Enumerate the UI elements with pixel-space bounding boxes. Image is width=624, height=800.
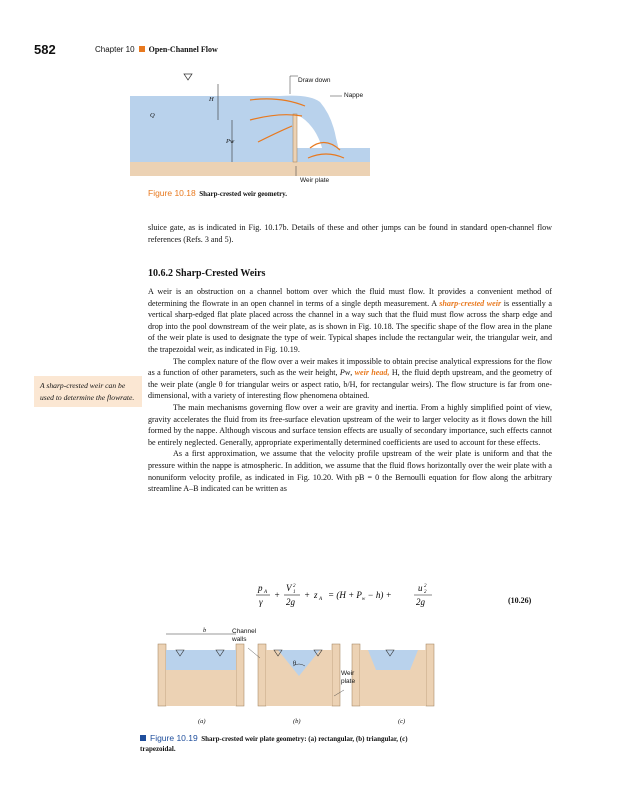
paragraph-4: As a first approximation, we assume that the velocity profile upstream of the weir plate is uniform and that the pressure within the nappe is atmospheric. In addition, we assume that the fluid flows horizontally over the weir plate with a nonuniform velocity profile, as indicated in Fig. 10.20. With pB = 0 the Bernoulli equation for flow along the arbitrary streamline A–B indicated can be written as <box>148 449 552 494</box>
figure-number: Figure 10.18 <box>148 188 196 198</box>
panel-c-label: (c) <box>398 718 406 725</box>
upstream-water <box>130 96 296 162</box>
svg-text:2: 2 <box>424 590 427 595</box>
equation-graphic <box>256 580 446 610</box>
intro-paragraph: sluice gate, as is indicated in Fig. 10.17b. Details of these and other jumps can be found in standard open-channel flow references (Refs. 3 and 5). <box>148 223 552 244</box>
section-heading <box>148 268 265 279</box>
svg-text:2g: 2g <box>416 597 425 607</box>
section-title: Sharp-Crested Weirs <box>175 268 266 279</box>
Pw-label: Pw <box>226 138 235 145</box>
paragraph-3: The main mechanisms governing flow over a weir are gravity and inertia. From a highly simplified point of view, gravity accelerates the fluid from its free-surface elevation upstream of the weir to larger velocity as it flows down the hill formed by the nappe. Although viscous and surface tension effects are usually of secondary importance, such effects cannot be entirely neglected. Generally, appropriate experimentally determined coefficients are used to account for these effects. <box>148 402 552 447</box>
chapter-label: Chapter 10 <box>95 45 135 54</box>
equation-10-26 <box>256 580 446 612</box>
pw-symbol: Pw <box>339 368 351 378</box>
figure-title: Sharp-crested weir geometry. <box>199 190 288 198</box>
theta-label: θ <box>293 660 297 667</box>
panel-a-label: (a) <box>198 718 206 725</box>
svg-text:z: z <box>314 590 318 600</box>
running-header <box>95 45 218 54</box>
term-weir-head: weir head, <box>354 368 390 378</box>
svg-text:= (H + Pw − h) +: = $(H + P_w - h)$ + <box>328 590 392 602</box>
term-sharp-crested-weir: sharp-crested weir <box>439 298 502 308</box>
nappe-label: Nappe <box>344 92 364 99</box>
margin-note: A sharp-crested weir can be used to determine the flowrate. <box>34 376 142 407</box>
weir-plate-label-2: Weir plate <box>341 670 356 685</box>
weir-plate-rectangular <box>166 670 236 706</box>
free-surface-marker-icon <box>184 74 192 80</box>
svg-text:1: 1 <box>293 590 296 595</box>
equation-number: (10.26) <box>508 596 532 605</box>
fig-10-19-diagram <box>148 630 448 712</box>
fig-10-18-diagram <box>130 66 370 182</box>
svg-text:2: 2 <box>293 584 296 589</box>
weir-plate <box>293 114 297 162</box>
page-number: 582 <box>34 42 56 57</box>
draw-down-label: Draw down <box>298 77 331 84</box>
fig-10-19-caption <box>140 733 440 754</box>
svg-text:V: V <box>286 583 292 593</box>
figure-title: Sharp-crested weir plate geometry: (a) rectangular, (b) triangular, (c) trapezoidal. <box>140 735 408 753</box>
panel-b-label: (b) <box>293 718 301 725</box>
fig-10-18-caption <box>148 188 287 198</box>
weir-plate-label: Weir plate <box>300 177 330 184</box>
section-body <box>148 286 552 495</box>
channel-wall-right <box>236 644 244 706</box>
square-icon <box>140 735 146 741</box>
svg-text:γ: γ <box>259 597 263 607</box>
paragraph-1: A weir is an obstruction on a channel bottom over which the fluid must flow. It provides a convenient method of determining the flowrate in an open channel in terms of a single depth measurement. A sharp-crested weir is essentially a vertical sharp-edged flat plate placed across the channel in a way such that the fluid must flow across the sharp edge and drop into the pool downstream of the weir plate, as is shown in Fig. 10.18. The specific shape of the flow area in the plane of the weir plate is used to designate the type of weir. Typical shapes include the rectangular weir, the triangular weir, and the trapezoidal weir, as indicated in Fig. 10.19. <box>148 287 553 354</box>
svg-text:p: p <box>258 583 263 593</box>
svg-text:A: A <box>319 597 323 602</box>
paragraph-2: The complex nature of the flow over a weir makes it impossible to obtain precise analytical expressions for the flow as a function of other parameters, such as the weir height, Pw, weir head, H, the fluid depth upstream, and the geometry of the weir plate (angle θ for triangular weirs or aspect ratio, b/H, for rectangular weirs). The flow structure is far from one-dimensional, with a variety of interesting flow phenomena obtained. <box>148 356 553 401</box>
H-label: H <box>209 96 214 103</box>
figure-number: Figure 10.19 <box>150 733 198 743</box>
channel-walls-label: Channel walls <box>232 628 257 643</box>
svg-text:+: + <box>304 590 311 600</box>
b-label: b <box>203 627 207 634</box>
svg-text:2: 2 <box>424 584 427 589</box>
svg-text:u: u <box>418 583 423 593</box>
chapter-title: Open-Channel Flow <box>148 45 218 54</box>
trapezoidal-notch <box>368 650 418 670</box>
channel-bed <box>130 162 370 176</box>
svg-text:A: A <box>264 590 268 595</box>
section-number: 10.6.2 <box>148 268 173 279</box>
svg-text:2g: 2g <box>286 597 295 607</box>
square-icon <box>139 46 145 52</box>
Q-label: Q <box>150 112 155 119</box>
channel-wall-left <box>158 644 166 706</box>
svg-text:+: + <box>274 590 281 600</box>
